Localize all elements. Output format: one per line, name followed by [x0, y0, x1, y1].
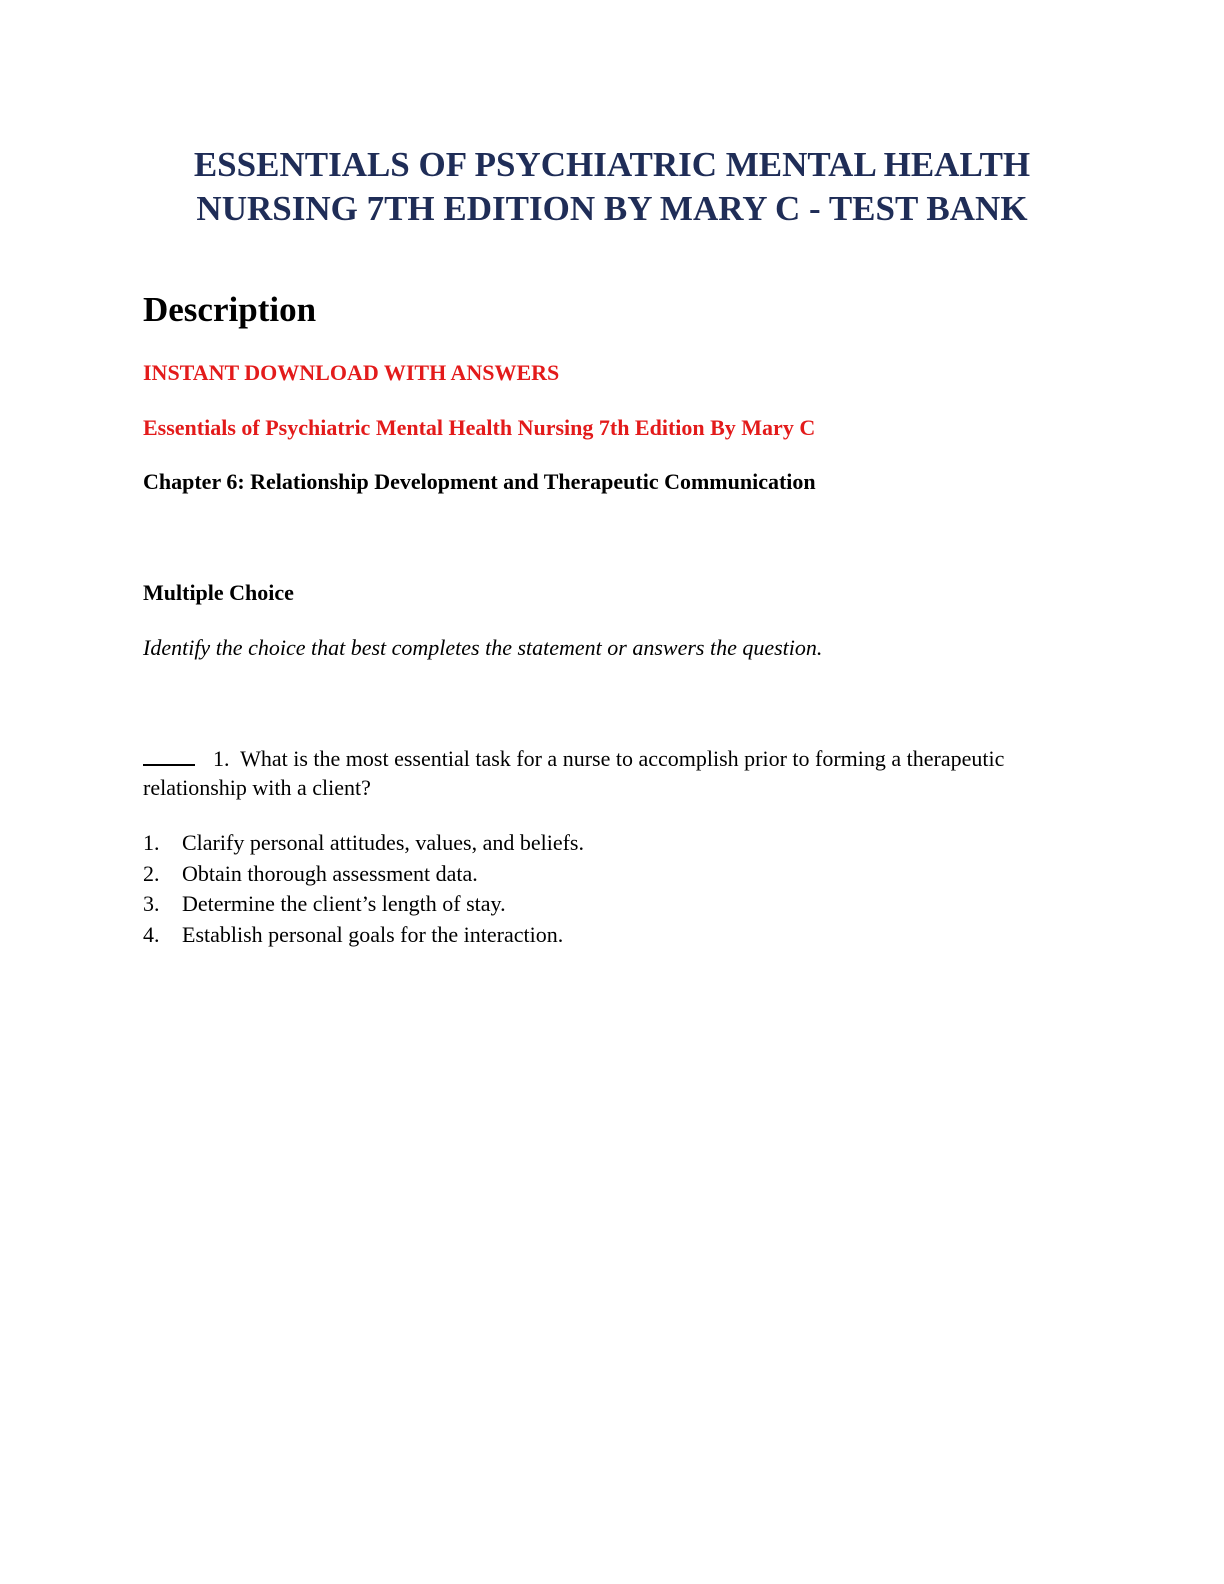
answer-option: [143, 859, 584, 890]
answer-option: [143, 920, 584, 951]
answer-blank: [143, 744, 195, 766]
section-type-heading: Multiple Choice: [143, 580, 294, 605]
instructions-text: Identify the choice that best completes the statement or answers the question.: [143, 635, 823, 660]
answer-options: [143, 828, 584, 950]
option-number: 4.: [143, 921, 160, 947]
option-number: 2.: [143, 860, 160, 886]
book-title-text: Essentials of Psychiatric Mental Health Nursing 7th Edition By Mary C: [143, 415, 816, 440]
document-title-line-2: NURSING 7TH EDITION BY MARY C - TEST BANK: [196, 189, 1028, 228]
option-text: Establish personal goals for the interaction.: [182, 921, 564, 947]
chapter-heading: Chapter 6: Relationship Development and Therapeutic Communication: [143, 469, 816, 494]
answer-option: [143, 828, 584, 859]
option-text: Obtain thorough assessment data.: [182, 860, 478, 886]
option-number: 3.: [143, 891, 160, 916]
option-text: Clarify personal attitudes, values, and beliefs.: [182, 830, 584, 855]
answer-option: [143, 889, 584, 920]
description-heading: Description: [143, 290, 317, 329]
question-number: 1.: [213, 746, 230, 771]
question-text: What is the most essential task for a nurse to accomplish prior to forming a therapeutic relationship with a client?: [143, 746, 1005, 800]
option-number: 1.: [143, 830, 160, 855]
document-title: [100, 143, 1124, 231]
option-text: Determine the client’s length of stay.: [182, 891, 506, 916]
instant-download-text: INSTANT DOWNLOAD WITH ANSWERS: [143, 360, 560, 385]
document-title-line-1: ESSENTIALS OF PSYCHIATRIC MENTAL HEALTH: [193, 145, 1031, 184]
question-1: [143, 744, 1043, 802]
